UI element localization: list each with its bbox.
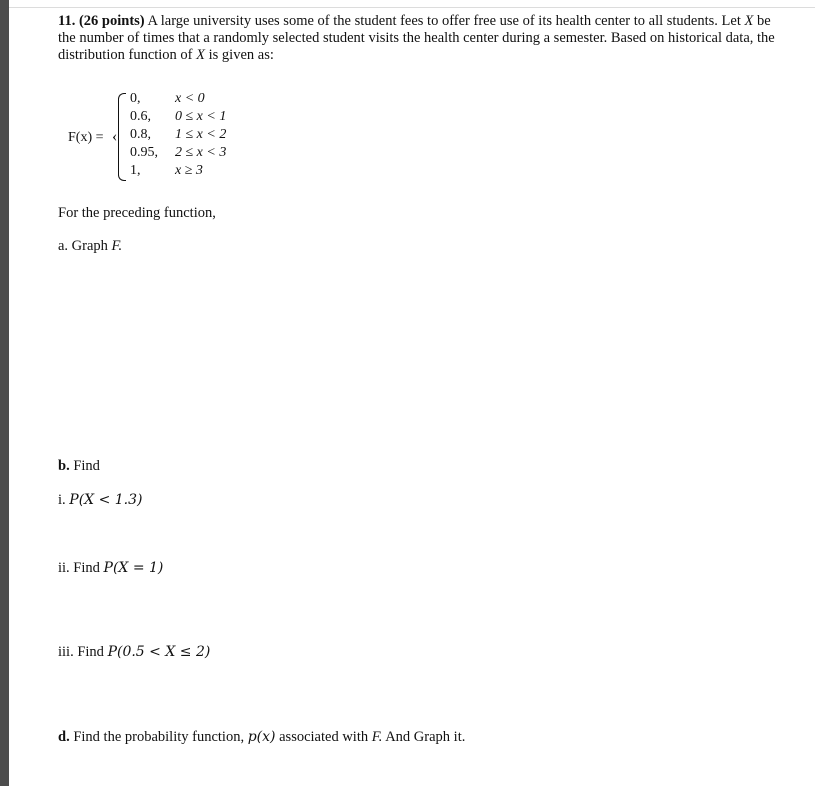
part-b-ii-expr: P(X = 1) [103, 560, 164, 576]
part-d-text-3: And Graph it. [385, 729, 466, 745]
part-d-var: F. [371, 729, 383, 745]
part-a-var: F. [111, 238, 123, 254]
function-value: 0, [130, 91, 141, 106]
part-b-i [58, 492, 143, 509]
variable-x: X [744, 13, 754, 29]
part-d-text-2: associated with [279, 729, 369, 745]
part-d-label: d. [58, 729, 70, 745]
problem-statement [58, 13, 778, 64]
preceding-text: For the preceding function, [58, 205, 216, 221]
function-condition: x ≥ 3 [175, 163, 203, 178]
part-b-i-label: i. [58, 492, 66, 508]
part-d-expr: p(x) [247, 729, 276, 745]
distribution-function [68, 90, 268, 185]
part-b-iii [58, 644, 210, 661]
part-b-iii-expr: P(0.5 < X ≤ 2) [107, 644, 211, 660]
page-top-divider [9, 7, 815, 8]
function-row [130, 144, 280, 162]
function-row [130, 162, 280, 180]
part-b-ii-label: ii. Find [58, 560, 100, 576]
function-condition: 2 ≤ x < 3 [175, 145, 227, 160]
problem-number: 11. [58, 13, 76, 29]
function-value: 0.8, [130, 127, 151, 142]
function-value: 1, [130, 163, 141, 178]
part-a [58, 238, 122, 255]
left-brace [118, 93, 126, 181]
part-b-iii-label: iii. Find [58, 644, 104, 660]
function-condition: 0 ≤ x < 1 [175, 109, 227, 124]
part-d [58, 729, 465, 746]
part-b-label: b. [58, 458, 70, 474]
function-row [130, 108, 280, 126]
function-condition: x < 0 [175, 91, 205, 106]
part-b-text: Find [73, 458, 100, 474]
function-label: F(x) = [68, 130, 104, 145]
function-row [130, 90, 280, 108]
problem-text-3: is given as: [208, 47, 274, 63]
problem-text-2: be the number of times that a randomly selected student visits the health center during a semester. Based on historical data, the distribution function of [58, 13, 775, 63]
variable-x: X [196, 47, 205, 63]
function-rows [130, 90, 280, 180]
part-b [58, 458, 100, 475]
part-d-text-1: Find the probability function, [73, 729, 245, 745]
problem-points: (26 points) [78, 13, 145, 29]
function-row [130, 126, 280, 144]
part-b-i-expr: P(X < 1.3) [69, 492, 143, 508]
problem-text-1: A large university uses some of the student fees to offer free use of its health center to all students. Let [147, 13, 741, 29]
function-value: 0.6, [130, 109, 151, 124]
part-b-ii [58, 560, 163, 577]
part-a-label: a. Graph [58, 238, 108, 254]
viewer-left-border [0, 0, 9, 786]
function-value: 0.95, [130, 145, 158, 160]
function-condition: 1 ≤ x < 2 [175, 127, 227, 142]
left-brace-tip: ‹ [112, 128, 118, 145]
